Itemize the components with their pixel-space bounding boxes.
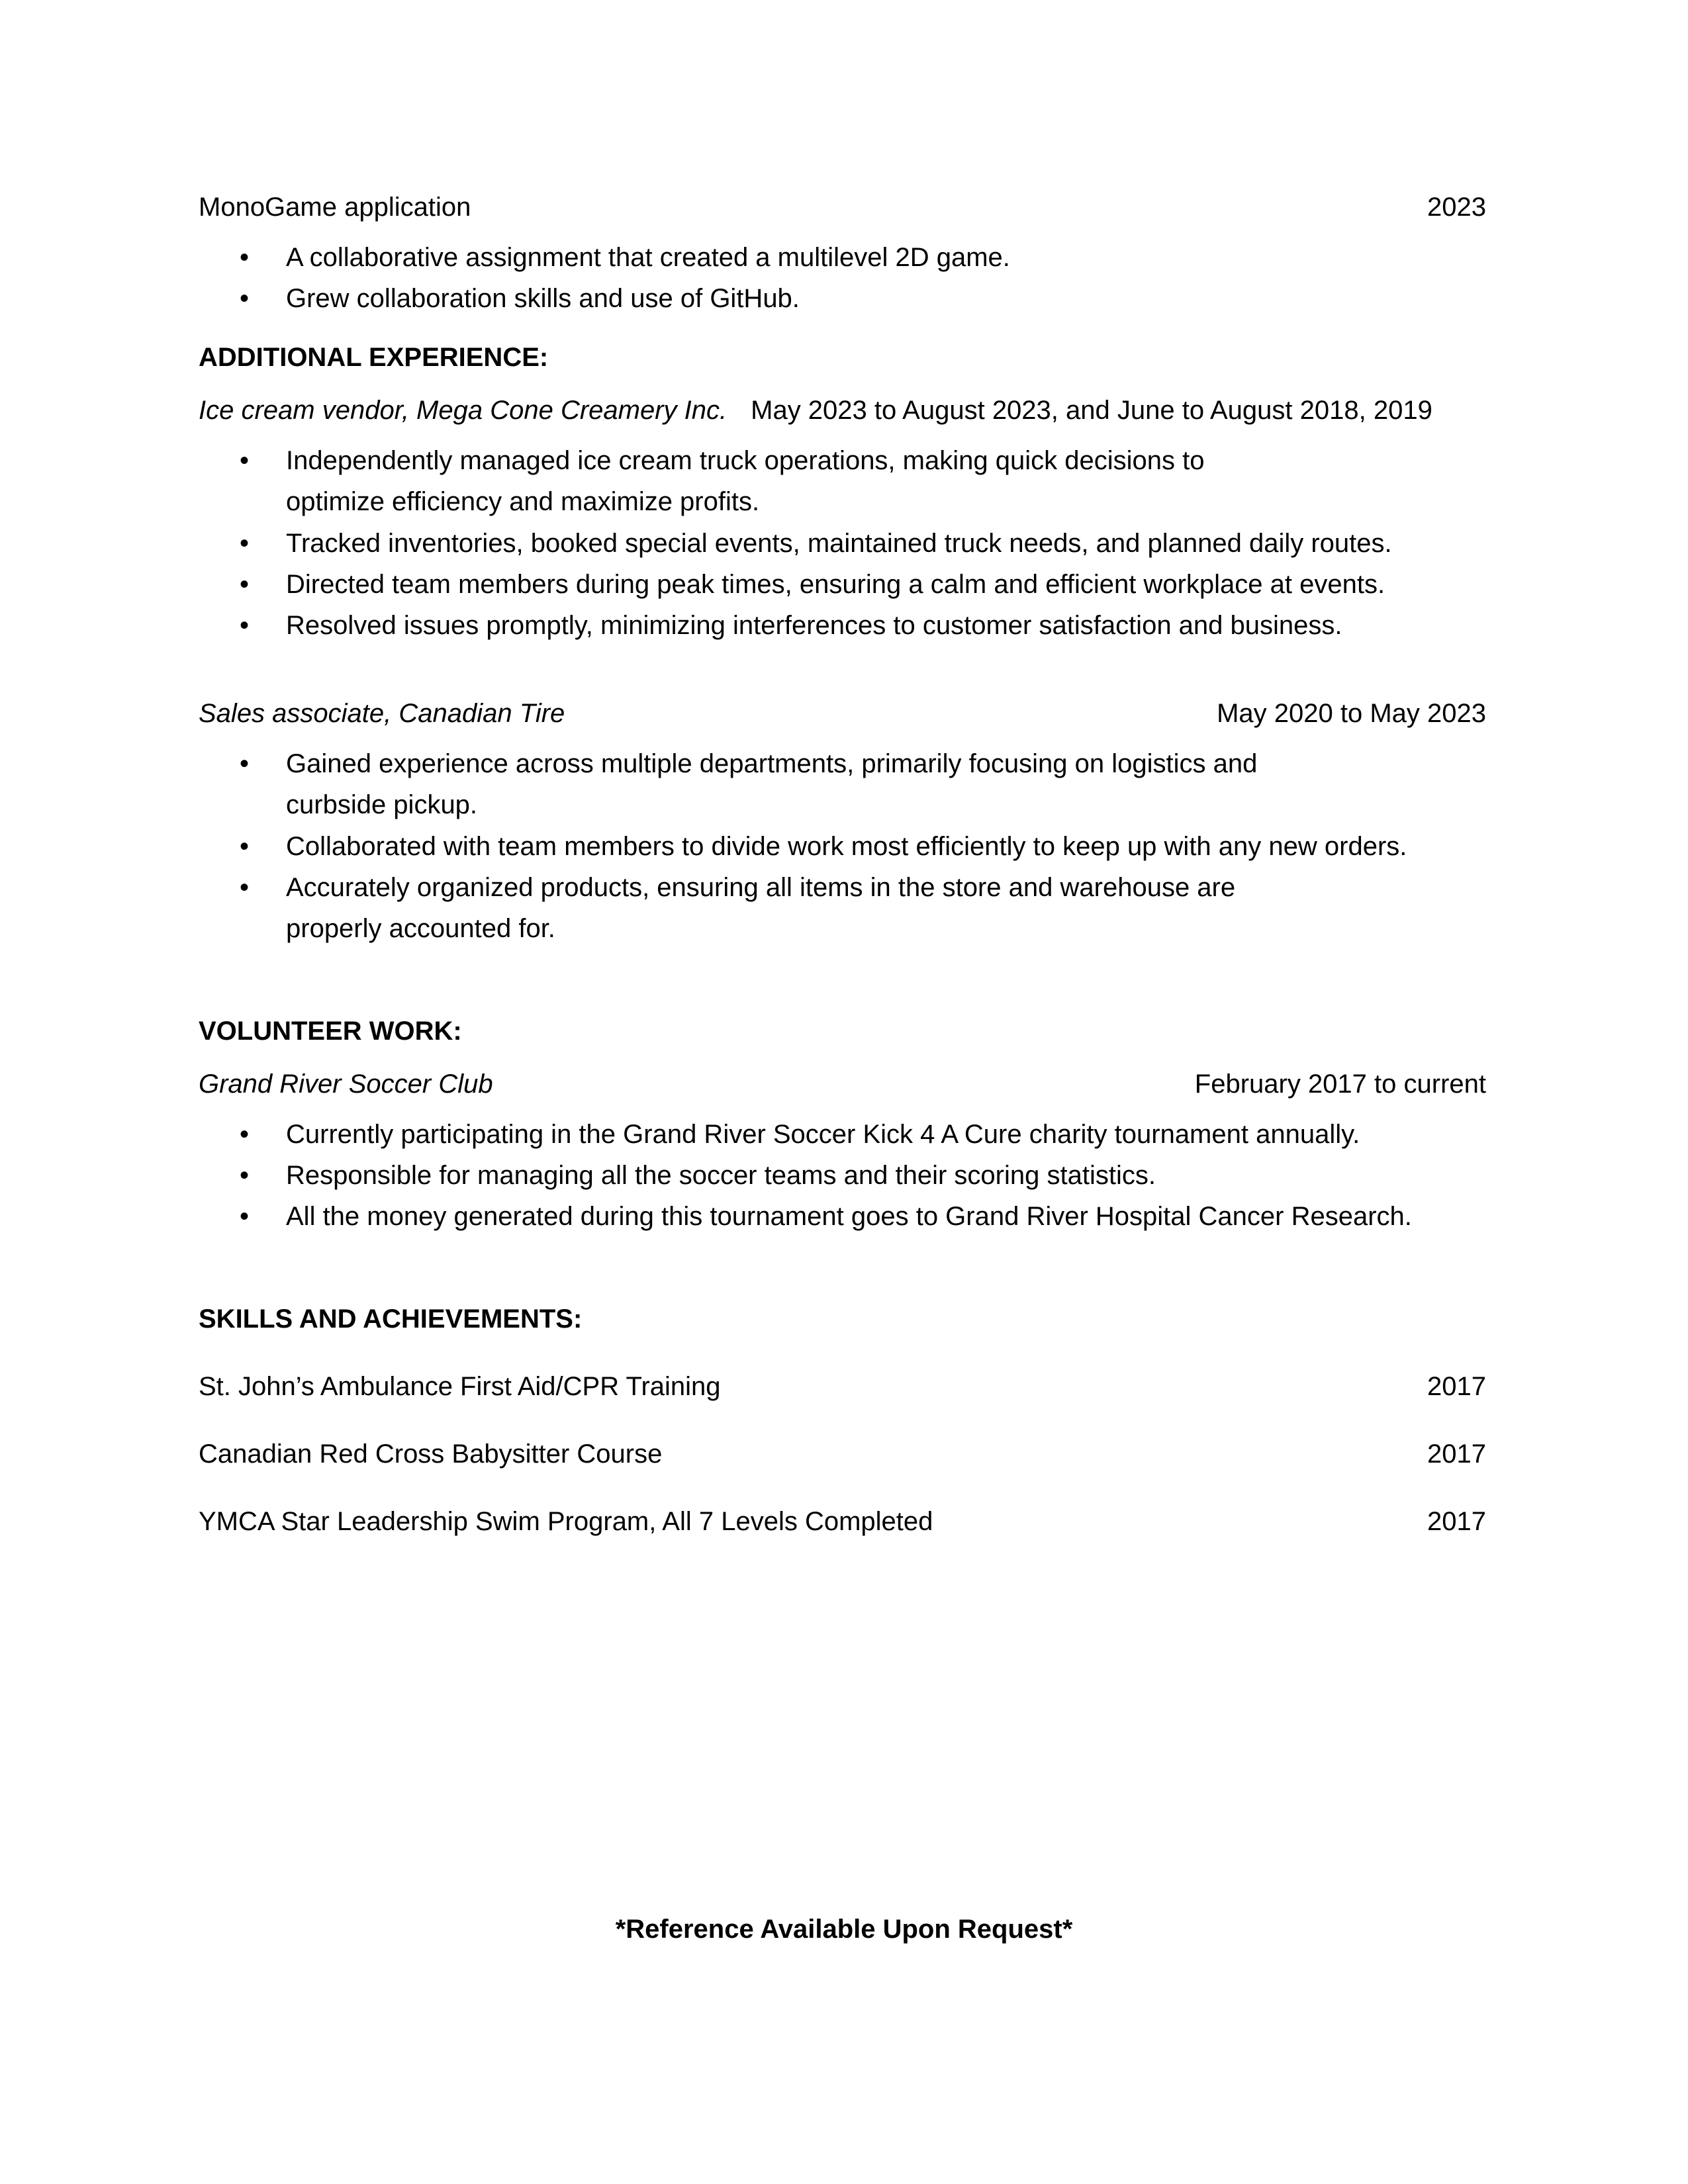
list-item xyxy=(199,826,1486,867)
list-item xyxy=(199,1155,1486,1196)
project-title: MonoGame application xyxy=(199,193,471,222)
spacer xyxy=(199,950,1486,1016)
spacer xyxy=(199,222,1486,237)
skill-name: Canadian Red Cross Babysitter Course xyxy=(199,1439,663,1469)
list-item xyxy=(199,605,1486,646)
volunteer-bullet-list xyxy=(199,1114,1486,1238)
list-item-text: All the money generated during this tournament goes to Grand River Hospital Cancer Research. xyxy=(286,1202,1412,1232)
list-item xyxy=(199,564,1486,605)
list-item-text: A collaborative assignment that created a multilevel 2D game. xyxy=(286,243,1010,272)
list-item xyxy=(199,1196,1486,1237)
list-item xyxy=(199,523,1486,564)
list-item xyxy=(199,440,1486,523)
list-item-text: Grew collaboration skills and use of GitHub. xyxy=(286,284,800,314)
bullet-icon: • xyxy=(240,284,250,314)
section-heading-volunteer-work: VOLUNTEER WORK: xyxy=(199,1016,462,1046)
skill-row xyxy=(199,1439,1486,1469)
bullet-icon: • xyxy=(240,872,250,902)
job-title: Sales associate, Canadian Tire xyxy=(199,698,565,728)
bullet-icon: • xyxy=(240,528,250,558)
spacer xyxy=(199,1099,1486,1114)
bullet-icon: • xyxy=(240,445,250,475)
skill-row xyxy=(199,1371,1486,1402)
volunteer-title: Grand River Soccer Club xyxy=(199,1069,493,1099)
job-heading-row xyxy=(199,698,1486,729)
job-heading-row xyxy=(199,395,1486,426)
spacer xyxy=(199,1046,1486,1069)
spacer xyxy=(199,1469,1486,1506)
list-item-text: Collaborated with team members to divide work most efficiently to keep up with any new orders. xyxy=(286,831,1407,861)
project-heading-row xyxy=(199,192,1486,222)
section-heading-additional-experience: ADDITIONAL EXPERIENCE: xyxy=(199,342,549,372)
skill-row xyxy=(199,1506,1486,1537)
volunteer-dates: February 2017 to current xyxy=(1194,1069,1486,1099)
spacer xyxy=(199,373,1486,395)
job-bullet-list xyxy=(199,743,1486,950)
list-item xyxy=(199,278,1486,319)
job-dates: May 2020 to May 2023 xyxy=(1217,698,1486,728)
skill-name: YMCA Star Leadership Swim Program, All 7 Levels Completed xyxy=(199,1506,933,1536)
list-item-text: Gained experience across multiple departments, primarily focusing on logistics and curbside pickup. xyxy=(286,749,1258,820)
project-bullet-list xyxy=(199,237,1486,320)
reference-note: *Reference Available Upon Request* xyxy=(615,1915,1073,1944)
skill-year: 2017 xyxy=(1427,1371,1486,1401)
bullet-icon: • xyxy=(240,243,250,272)
bullet-icon: • xyxy=(240,611,250,641)
list-item-text: Tracked inventories, booked special events, maintained truck needs, and planned daily routes. xyxy=(286,528,1392,558)
skill-year: 2017 xyxy=(1427,1439,1486,1469)
list-item-text: Independently managed ice cream truck operations, making quick decisions to optimize efficiency and maximize profits. xyxy=(286,445,1205,517)
skill-name: St. John’s Ambulance First Aid/CPR Training xyxy=(199,1371,721,1401)
list-item-text: Currently participating in the Grand River Soccer Kick 4 A Cure charity tournament annually. xyxy=(286,1119,1360,1149)
list-item-text: Directed team members during peak times, ensuring a calm and efficient workplace at events. xyxy=(286,569,1385,599)
spacer xyxy=(199,647,1486,698)
spacer xyxy=(199,320,1486,342)
bullet-icon: • xyxy=(240,749,250,778)
bullet-icon: • xyxy=(240,569,250,599)
spacer xyxy=(199,1238,1486,1304)
list-item-text: Accurately organized products, ensuring all items in the store and warehouse are properly accounted for. xyxy=(286,872,1236,944)
spacer xyxy=(199,1334,1486,1371)
bullet-icon: • xyxy=(240,1119,250,1149)
project-year: 2023 xyxy=(1427,193,1486,222)
list-item-text: Responsible for managing all the soccer teams and their scoring statistics. xyxy=(286,1161,1156,1191)
job-bullet-list xyxy=(199,440,1486,647)
section-heading-skills-achievements: SKILLS AND ACHIEVEMENTS: xyxy=(199,1304,583,1334)
list-item xyxy=(199,867,1486,950)
list-item-text: Resolved issues promptly, minimizing interferences to customer satisfaction and business. xyxy=(286,611,1342,641)
spacer xyxy=(199,1402,1486,1439)
list-item xyxy=(199,1114,1486,1155)
skill-year: 2017 xyxy=(1427,1506,1486,1536)
spacer xyxy=(199,729,1486,743)
job-title: Ice cream vendor, Mega Cone Creamery Inc. xyxy=(199,395,727,425)
job-dates: May 2023 to August 2023, and June to August 2018, 2019 xyxy=(751,395,1432,425)
bullet-icon: • xyxy=(240,831,250,861)
list-item xyxy=(199,743,1486,826)
volunteer-heading-row xyxy=(199,1069,1486,1099)
bullet-icon: • xyxy=(240,1202,250,1232)
spacer xyxy=(199,426,1486,440)
list-item xyxy=(199,237,1486,278)
bullet-icon: • xyxy=(240,1161,250,1191)
